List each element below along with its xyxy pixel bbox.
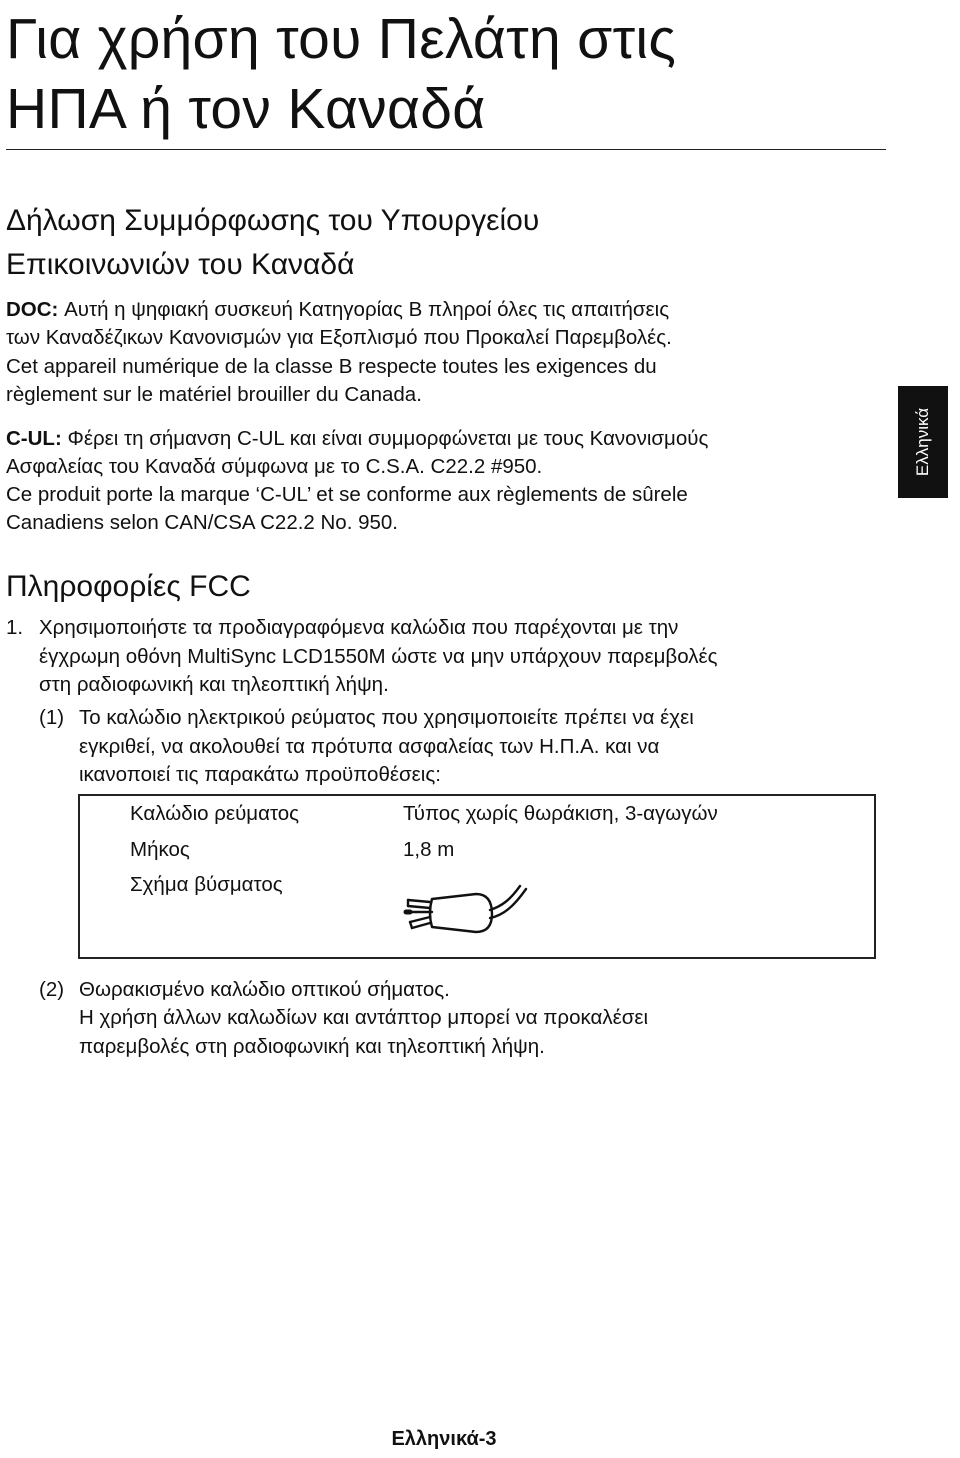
section-heading-fcc: Πληροφορίες FCC bbox=[6, 570, 251, 603]
spec-value-length: 1,8 m bbox=[403, 838, 455, 861]
spec-label-plug-shape: Σχήμα βύσματος bbox=[130, 873, 283, 896]
cul-paragraph-line-2: Ασφαλείας του Καναδά σύμφωνα με το C.S.A. C22.2 #950. bbox=[6, 455, 543, 478]
fcc-subitem-2-line-2: Η χρήση άλλων καλωδίων και αντάπτορ μπορεί να προκαλέσει bbox=[79, 1006, 649, 1029]
language-side-tab-label: Ελληνικά bbox=[913, 407, 932, 477]
fcc-subitem-2-line-1: Θωρακισμένο καλώδιο οπτικού σήματος. bbox=[79, 978, 450, 1001]
cable-spec-table bbox=[78, 794, 876, 959]
fcc-subitem-1-number: (1) bbox=[39, 706, 65, 729]
three-prong-plug-icon bbox=[402, 884, 532, 940]
doc-paragraph-line-2: των Καναδέζικων Κανονισμών για Εξοπλισμό που Προκαλεί Παρεμβολές. bbox=[6, 326, 672, 349]
fcc-subitem-2-line-3: παρεμβολές στη ραδιοφωνική και τηλεοπτική λήψη. bbox=[79, 1035, 545, 1058]
fcc-subitem-2-number: (2) bbox=[39, 978, 65, 1001]
spec-label-length: Μήκος bbox=[130, 838, 190, 861]
page-footer-number: Ελληνικά-3 bbox=[391, 1428, 497, 1450]
fcc-item-1-line-2: έγχρωμη οθόνη MultiSync LCD1550M ώστε να μην υπάρχουν παρεμβολές bbox=[39, 645, 718, 668]
cul-text-1: Φέρει τη σήμανση C-UL και είναι συμμορφώνεται με τους Κανονισμούς bbox=[61, 427, 709, 450]
doc-text-1: Αυτή η ψηφιακή συσκευή Κατηγορίας B πληροί όλες τις απαιτήσεις bbox=[58, 298, 670, 321]
section-heading-canada-line-1: Δήλωση Συμμόρφωσης του Υπουργείου bbox=[6, 204, 540, 237]
fcc-subitem-1-line-2: εγκριθεί, να ακολουθεί τα πρότυπα ασφαλείας των Η.Π.Α. και να bbox=[79, 735, 660, 758]
fcc-subitem-1-line-3: ικανοποιεί τις παρακάτω προϋποθέσεις: bbox=[79, 763, 441, 786]
language-side-tab bbox=[898, 386, 948, 498]
doc-paragraph-line-3: Cet appareil numérique de la classe B respecte toutes les exigences du bbox=[6, 355, 657, 378]
page-title-line-2: ΗΠΑ ή τον Καναδά bbox=[6, 77, 486, 141]
cul-paragraph-line-3: Ce produit porte la marque ‘C-UL’ et se conforme aux règlements de sûrele bbox=[6, 483, 688, 506]
section-heading-canada-line-2: Επικοινωνιών του Καναδά bbox=[6, 248, 355, 281]
cul-paragraph-line-1 bbox=[6, 425, 708, 454]
fcc-item-1-line-1: Χρησιμοποιήστε τα προδιαγραφόμενα καλώδια που παρέχονται με την bbox=[39, 616, 679, 639]
doc-paragraph-line-4: règlement sur le matériel brouiller du Canada. bbox=[6, 383, 422, 406]
spec-label-power-cable: Καλώδιο ρεύματος bbox=[130, 802, 300, 825]
spec-value-power-cable: Τύπος χωρίς θωράκιση, 3-αγωγών bbox=[403, 802, 718, 825]
fcc-subitem-1-line-1: Το καλώδιο ηλεκτρικού ρεύματος που χρησιμοποιείτε πρέπει να έχει bbox=[79, 706, 694, 729]
fcc-item-1-number: 1. bbox=[6, 616, 24, 639]
doc-paragraph-line-1 bbox=[6, 296, 669, 325]
cul-label: C-UL: bbox=[6, 427, 62, 450]
title-divider bbox=[6, 149, 886, 150]
cul-paragraph-line-4: Canadiens selon CAN/CSA C22.2 No. 950. bbox=[6, 511, 399, 534]
doc-label: DOC: bbox=[6, 298, 59, 321]
page-title-line-1: Για χρήση του Πελάτη στις bbox=[6, 7, 677, 71]
fcc-item-1-line-3: στη ραδιοφωνική και τηλεοπτική λήψη. bbox=[39, 673, 389, 696]
